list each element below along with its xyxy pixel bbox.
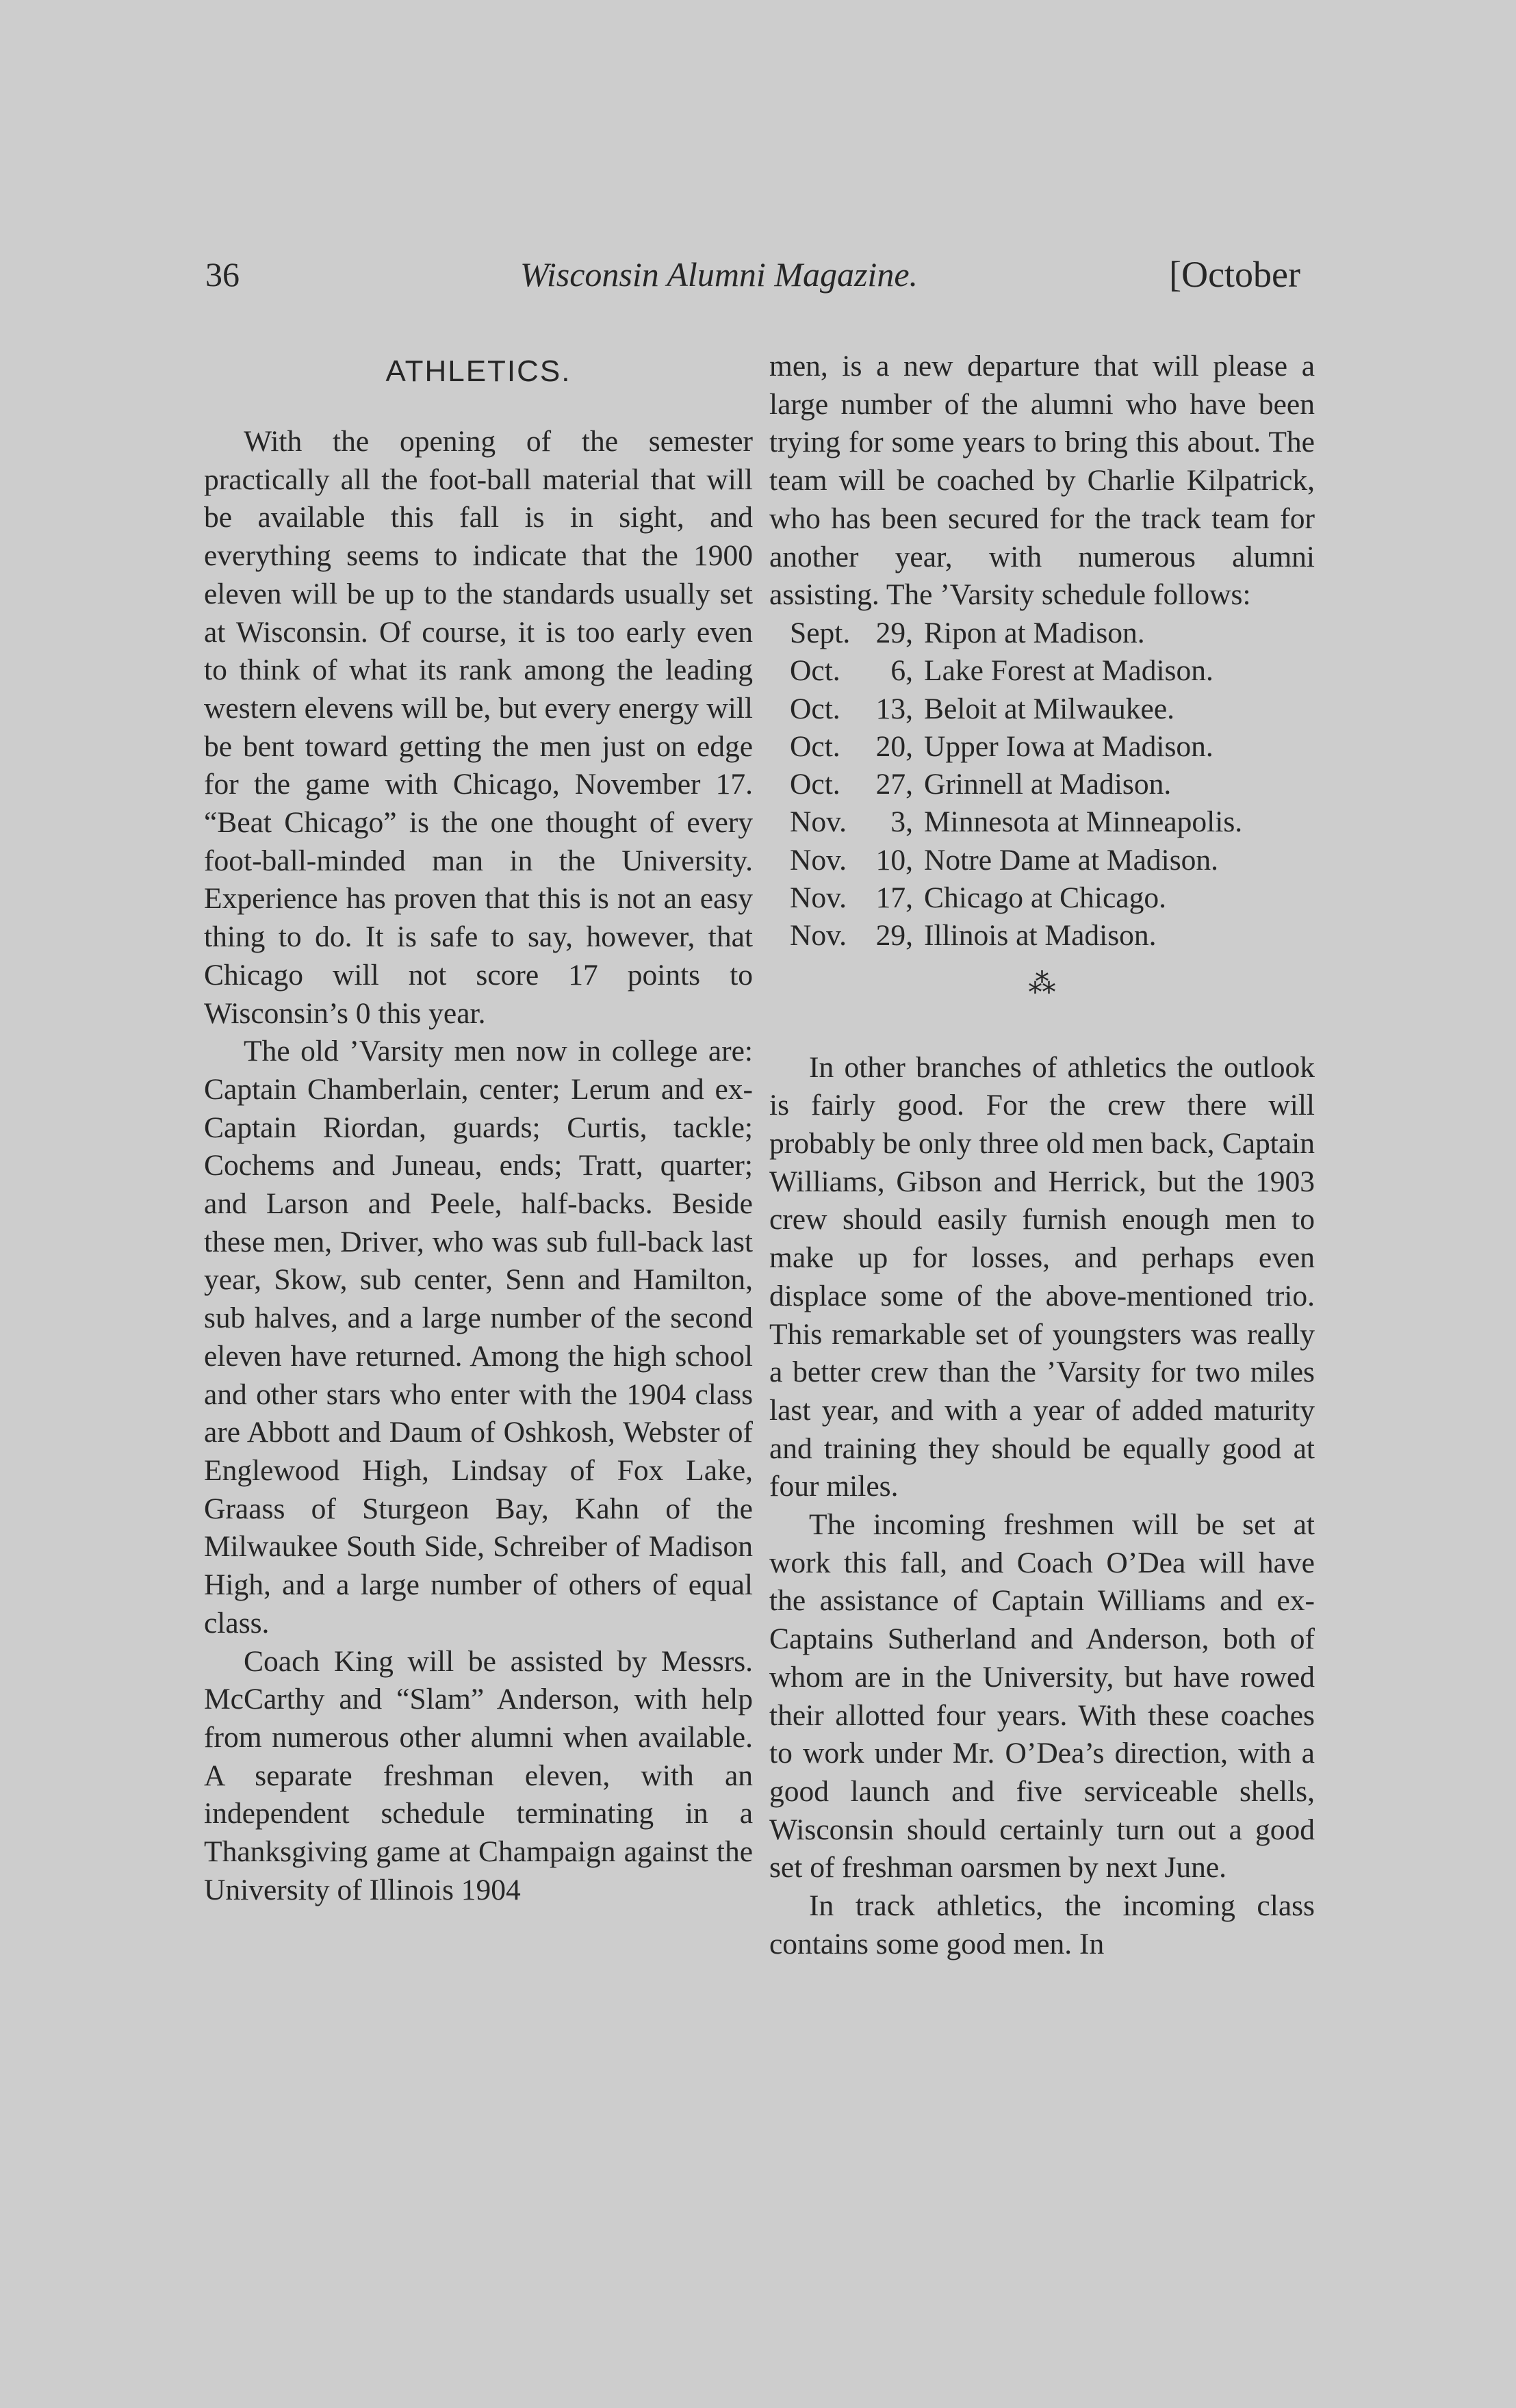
page-header: [205, 255, 1300, 309]
running-title: Wisconsin Alumni Magazine.: [520, 255, 918, 294]
paragraph: Coach King will be assisted by Messrs. McCarthy and “Slam” Anderson, with help from numerous other alumni when available. A separate freshman eleven, with an independent schedule terminating in a Thanksgiving game at Champaign against the University of Illinois 1904: [204, 1644, 753, 1906]
schedule-day: 27,: [875, 768, 913, 801]
schedule-day: 17,: [875, 881, 913, 914]
schedule-game: Notre Dame at Madison.: [924, 843, 1219, 877]
schedule-game: Beloit at Milwaukee.: [924, 692, 1175, 725]
schedule-month: Oct.: [790, 768, 840, 801]
schedule-month: Nov.: [790, 843, 847, 877]
schedule-game: Lake Forest at Madison.: [924, 654, 1213, 688]
paragraph: The incoming freshmen will be set at work this fall, and Coach O’Dea will have the assistance of Captain Williams and ex-Captains Sutherland and Anderson, both of whom are in the University, but have rowed their allotted four years. With these coaches to work under Mr. O’Dea’s direction, with a good launch and five serviceable shells, Wisconsin should certainly turn out a good set of freshman oarsmen by next June.: [769, 1508, 1315, 1885]
schedule-day: 10,: [875, 843, 913, 877]
paragraph: With the opening of the semester practically all the foot-ball material that will be available this fall is in sight, and everything seems to indicate that the 1900 eleven will be up to the standards usually set at Wisconsin. Of course, it is too early even to think of what its rank among the leading western elevens will be, but every energy will be bent toward getting the men just on edge for the game with Chicago, November 17. “Beat Chicago” is the one thought of every foot-ball-minded man in the University. Experience has proven that this is not an easy thing to do. It is safe to say, however, that Chicago will not score 17 points to Wisconsin’s 0 this year.: [204, 425, 753, 1030]
left-column: [204, 348, 753, 1909]
schedule-game: Ripon at Madison.: [924, 616, 1145, 649]
page-number: 36: [205, 255, 240, 294]
schedule-row: [790, 766, 1315, 803]
schedule-game: Grinnell at Madison.: [924, 768, 1172, 801]
schedule-month: Nov.: [790, 919, 847, 953]
schedule-row: [790, 803, 1315, 841]
schedule-row: [790, 842, 1315, 879]
issue-month: [October: [1169, 254, 1300, 295]
schedule-row: [790, 652, 1315, 690]
schedule-row: [790, 690, 1315, 728]
right-column: [769, 348, 1315, 1963]
schedule-game: Upper Iowa at Madison.: [924, 729, 1213, 763]
schedule-month: Nov.: [790, 805, 847, 839]
schedule-day: 3,: [890, 805, 913, 839]
paragraph: men, is a new departure that will please a large number of the alumni who have been trying for some years to bring this about. The team will be coached by Charlie Kilpatrick, who has been secured for the track team for another year, with numerous alumni assisting. The ’Varsity schedule follows:: [769, 350, 1315, 612]
schedule-day: 29,: [875, 616, 913, 649]
varsity-schedule: [790, 614, 1315, 955]
schedule-month: Oct.: [790, 654, 840, 688]
schedule-month: Nov.: [790, 881, 847, 914]
schedule-day: 6,: [890, 654, 913, 688]
schedule-month: Oct.: [790, 729, 840, 763]
paragraph: In track athletics, the incoming class contains some good men. In: [769, 1889, 1315, 1960]
paragraph: The old ’Varsity men now in college are: Captain Chamberlain, center; Lerum and ex-Captain Riordan, guards; Curtis, tackle; Cochems and Juneau, ends; Tratt, quarter; and Larson and Peele, half-backs. Beside these men, Driver, who was sub full-back last year, Skow, sub center, Senn and Hamilton, sub halves, and a large number of the second eleven have returned. Among the high school and other stars who enter with the 1904 class are Abbott and Daum of Oshkosh, Webster of Englewood High, Lindsay of Fox Lake, Graass of Sturgeon Bay, Kahn of the Milwaukee South Side, Schreiber of Madison High, and a large number of others of equal class.: [204, 1035, 753, 1640]
schedule-day: 13,: [875, 692, 913, 725]
schedule-day: 29,: [875, 919, 913, 953]
paragraph: In other branches of athletics the outlook is fairly good. For the crew there will probably be only three old men back, Captain Williams, Gibson and Herrick, but the 1903 crew should easily furnish enough men to make up for losses, and perhaps even displace some of the above-mentioned trio. This remarkable set of youngsters was really a better crew than the ’Varsity for two miles last year, and with a year of added maturity and training they should be equally good at four miles.: [769, 1050, 1315, 1503]
schedule-game: Illinois at Madison.: [924, 919, 1157, 953]
schedule-row: [790, 614, 1315, 652]
schedule-day: 20,: [875, 729, 913, 763]
schedule-game: Minnesota at Minneapolis.: [924, 805, 1243, 839]
schedule-row: [790, 728, 1315, 766]
schedule-row: [790, 879, 1315, 917]
schedule-row: [790, 917, 1315, 955]
schedule-game: Chicago at Chicago.: [924, 881, 1166, 914]
asterism-separator: ⁂: [1028, 968, 1056, 999]
schedule-month: Sept.: [790, 616, 851, 649]
schedule-month: Oct.: [790, 692, 840, 725]
section-heading: ATHLETICS.: [385, 354, 571, 388]
